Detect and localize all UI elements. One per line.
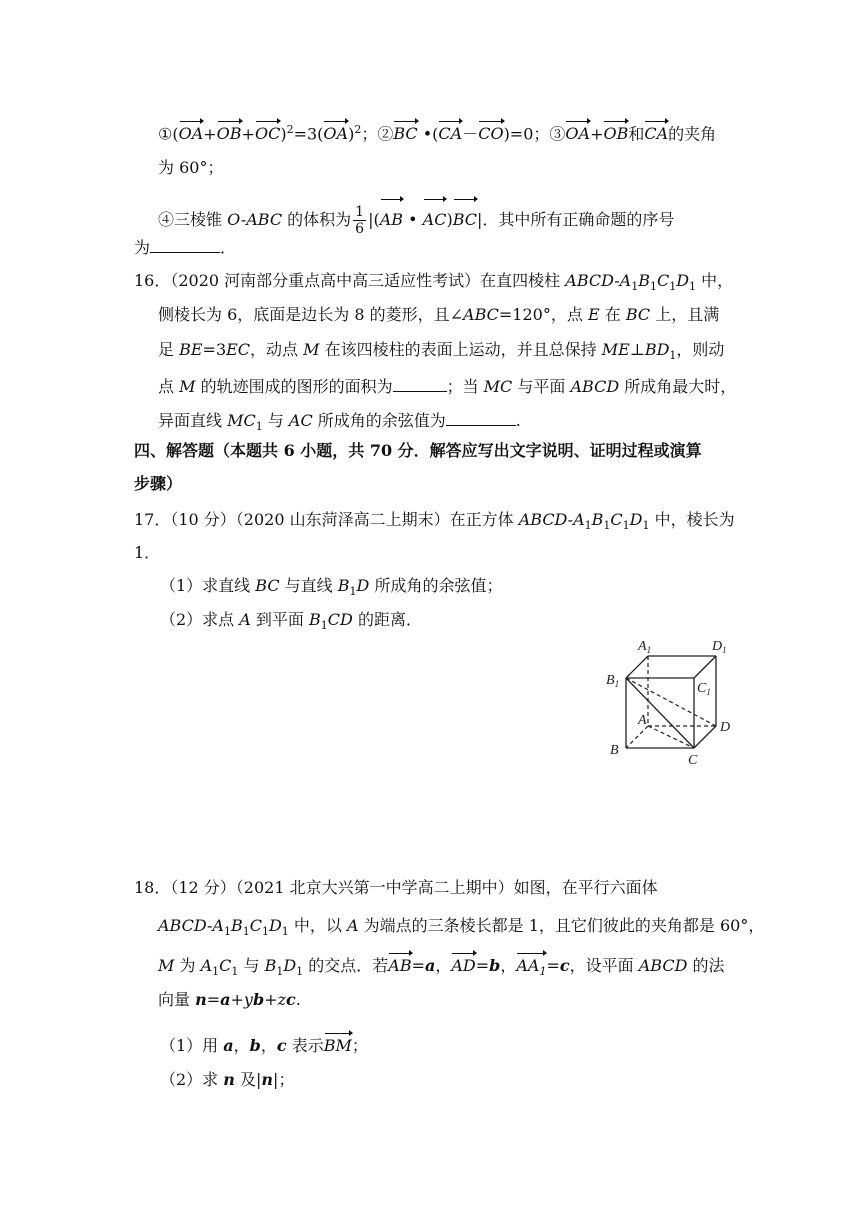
text: =: [206, 990, 221, 1009]
text: +: [264, 990, 278, 1009]
text: AA: [516, 956, 540, 975]
vector-BC: BC: [453, 196, 477, 240]
text: （1）用: [160, 1036, 224, 1055]
text: 在: [599, 305, 626, 324]
q18-part-2: [160, 1068, 294, 1092]
text: 17．（10 分）（2020 山东菏泽高二上期末）在正方体: [134, 510, 519, 529]
vector-AB: AB: [388, 950, 411, 978]
q15-line-1: [158, 118, 716, 146]
text: =: [546, 956, 560, 975]
text: 所成角的余弦值；: [369, 576, 503, 595]
subscript: 1: [631, 280, 639, 294]
cube-figure: [598, 630, 748, 770]
text: n: [223, 1070, 235, 1089]
q16-line-2: [158, 303, 719, 327]
q16-line-5: [158, 407, 521, 439]
text: 上，且满: [650, 305, 720, 324]
vector-CA: CA: [438, 118, 462, 146]
q18-part-1: [160, 1030, 368, 1058]
text: ①(: [158, 124, 179, 144]
label-D: D: [720, 720, 731, 735]
subscript: 1: [231, 965, 239, 979]
subscript: 1: [649, 280, 657, 294]
q18-line-2: [158, 914, 764, 944]
text: c: [286, 990, 296, 1009]
text: B: [638, 271, 650, 290]
edge-C-D: [694, 726, 716, 748]
text: y: [243, 990, 253, 1009]
text: ，: [260, 1036, 277, 1055]
text: •(: [417, 124, 439, 144]
text: C: [656, 271, 670, 290]
edge-A1-B1: [626, 656, 648, 678]
subscript: 1: [281, 925, 289, 939]
text: BE: [179, 340, 203, 359]
text: ，设平面: [569, 956, 639, 975]
superscript: 2: [286, 123, 294, 136]
text: ABCD: [638, 956, 688, 975]
text: b: [249, 1036, 261, 1055]
text: 的交点．若: [303, 956, 389, 975]
text: （2）求点: [160, 610, 240, 629]
text: ABCD-A: [565, 271, 632, 290]
text: D: [629, 510, 643, 529]
vector-AA1: [516, 950, 546, 984]
text: （1）求直线: [160, 576, 256, 595]
text: AC: [288, 411, 313, 430]
text: ABCD-A: [158, 916, 224, 935]
text: 的夹角: [668, 124, 717, 144]
text: ): [348, 124, 355, 144]
text: +: [590, 124, 604, 144]
text: 中，以: [288, 916, 347, 935]
text: +: [230, 990, 244, 1009]
label-D1: $D_1$: [712, 639, 727, 655]
text: 的轨迹围成的图形的面积为: [195, 377, 393, 396]
edge-D-C-diag: [648, 726, 694, 748]
text: 和: [628, 124, 645, 144]
text: C: [610, 510, 623, 529]
vector-OA: OA: [323, 118, 348, 146]
subscript: 1: [242, 925, 250, 939]
text: c: [559, 956, 570, 975]
vector-OB: OB: [603, 118, 628, 146]
text: 在该四棱柱的表面上运动，并且总保持: [319, 340, 602, 359]
text: 足: [158, 340, 180, 359]
text: ): [446, 210, 453, 229]
label-C1: $C_1$: [697, 681, 711, 697]
text: ⊥: [629, 340, 645, 359]
text: n: [195, 990, 207, 1009]
text: |(: [368, 210, 380, 229]
text: 16．（2020 河南部分重点高中高三适应性考试）在直四棱柱: [134, 271, 566, 290]
vector-CA: CA: [644, 118, 668, 146]
text: B: [309, 610, 321, 629]
text: 的距离．: [352, 610, 422, 629]
subscript: 1: [212, 965, 220, 979]
text: B: [230, 916, 243, 935]
text: D: [268, 916, 282, 935]
text: BD: [644, 340, 670, 359]
text: M: [179, 377, 196, 396]
text: （2）求: [160, 1070, 224, 1089]
text: 与直线: [279, 576, 338, 595]
text: 向量: [158, 990, 196, 1009]
text: B: [337, 576, 350, 595]
text: D: [676, 271, 690, 290]
text: 点: [158, 377, 180, 396]
text: ME: [601, 340, 630, 359]
q17-part-2: [160, 608, 422, 638]
q15-line-2: 为 60°；: [158, 158, 224, 177]
text: ，则动: [676, 340, 725, 359]
text: D: [283, 956, 297, 975]
subscript: 1: [689, 280, 697, 294]
text: ，: [233, 1036, 250, 1055]
text: n: [261, 1070, 274, 1089]
text: |；: [273, 1070, 295, 1089]
text: O-ABC: [227, 210, 283, 229]
answer-blank[interactable]: [393, 373, 447, 392]
text: a: [424, 956, 436, 975]
section-heading-cont: 步骤）: [134, 474, 183, 493]
edge-A-B: [626, 726, 648, 748]
text: ，: [500, 956, 517, 975]
text: ): [280, 124, 287, 144]
text: ABCD: [570, 377, 620, 396]
q18-line-1: 18．（12 分）（2021 北京大兴第一中学高二上期中）如图，在平行六面体: [134, 878, 658, 897]
text: B: [264, 956, 277, 975]
text: =: [475, 956, 490, 975]
text: －: [462, 124, 479, 144]
subscript: 1: [584, 519, 592, 533]
q15-line-4: [134, 234, 236, 260]
section-heading: 四、解答题（本题共 6 小题，共 70 分．解答应写出文字说明、证明过程或演算: [134, 441, 702, 460]
vector-BC: BC: [393, 118, 417, 146]
q17-line-2: 1．: [134, 543, 161, 562]
text: 中，棱长为: [649, 510, 735, 529]
vector-CO: CO: [478, 118, 503, 146]
fraction-numerator: 1: [355, 204, 365, 220]
subscript: 1: [669, 280, 677, 294]
subscript: 1: [349, 585, 357, 599]
q17-part-1: [160, 574, 502, 604]
text: ④三棱锥: [158, 210, 228, 229]
text: 所成角最大时，: [619, 377, 737, 396]
text: E: [587, 305, 600, 324]
text: ，: [435, 956, 452, 975]
text: 与: [262, 411, 289, 430]
text: a: [220, 990, 231, 1009]
text: 为: [134, 238, 151, 257]
subscript: 1: [642, 519, 650, 533]
vector-OA: OA: [179, 118, 204, 146]
text: BC: [625, 305, 651, 324]
text: c: [276, 1036, 287, 1055]
subscript: 1: [669, 349, 677, 363]
label-B1: $B_1$: [606, 673, 620, 689]
text: a: [223, 1036, 234, 1055]
text: BC: [255, 576, 280, 595]
text: =3: [202, 340, 227, 359]
text: 的法: [687, 956, 725, 975]
subscript: 1: [261, 925, 269, 939]
vector-OA: OA: [565, 118, 590, 146]
subscript: 1: [622, 519, 630, 533]
superscript: 2: [354, 123, 362, 136]
text: ，动点: [250, 340, 304, 359]
text: EC: [226, 340, 251, 359]
text: +: [203, 124, 217, 144]
vector-OB: OB: [217, 118, 242, 146]
text: 为: [174, 956, 201, 975]
q16-line-4: [158, 373, 736, 399]
text: M: [303, 340, 320, 359]
q16-line-1: [134, 269, 733, 299]
text: b: [489, 956, 501, 975]
text: 所成角的余弦值为: [312, 411, 446, 430]
text: b: [252, 990, 265, 1009]
text: ．: [220, 238, 237, 257]
subscript: 1: [296, 965, 304, 979]
subscript: 1: [539, 965, 547, 979]
text: MC: [483, 377, 513, 396]
answer-blank[interactable]: [446, 407, 516, 426]
text: )=0；③: [503, 124, 566, 144]
vector-AC: AC: [423, 196, 447, 240]
vector-OC: OC: [255, 118, 280, 146]
text: 侧棱长为 6，底面是边长为 8 的菱形，且∠: [158, 305, 464, 324]
text: =3(: [293, 124, 324, 144]
text: B: [591, 510, 604, 529]
text: C: [249, 916, 262, 935]
text: 为端点的三条棱长都是 1，且它们彼此的夹角都是 60°，: [358, 916, 765, 935]
text: CD: [327, 610, 353, 629]
q18-line-4: [158, 988, 301, 1012]
label-C: C: [688, 753, 698, 768]
text: A: [239, 610, 251, 629]
text: MC: [227, 411, 256, 430]
text: 表示: [286, 1036, 324, 1055]
text: C: [219, 956, 232, 975]
text: 到平面: [250, 610, 310, 629]
text: 异面直线: [158, 411, 228, 430]
text: 的体积为: [282, 210, 352, 229]
subscript: 1: [603, 519, 611, 533]
text: •: [403, 210, 423, 229]
answer-blank[interactable]: [150, 234, 220, 253]
text: ABC: [463, 305, 499, 324]
text: .: [515, 411, 521, 430]
fraction-denominator: 6: [355, 221, 365, 237]
q16-line-3: [158, 338, 724, 368]
label-A: A: [638, 713, 647, 728]
text: z: [277, 990, 286, 1009]
subscript: 1: [320, 619, 328, 633]
q17-line-1: [134, 508, 735, 538]
q18-line-3: [158, 950, 725, 984]
label-A1: $A_1$: [638, 639, 652, 655]
text: 中，: [696, 271, 734, 290]
text: A: [200, 956, 213, 975]
subscript: 1: [276, 965, 284, 979]
vector-AD: AD: [451, 950, 475, 978]
text: ；当: [446, 377, 484, 396]
edge-D1-C1: [694, 656, 716, 678]
vector-AB: AB: [380, 196, 403, 240]
text: 与平面: [512, 377, 571, 396]
fraction: [353, 204, 366, 237]
text: ；②: [361, 124, 394, 144]
subscript: 1: [223, 925, 231, 939]
subscript: 1: [255, 420, 263, 434]
text: A: [346, 916, 359, 935]
text: =120°，点: [498, 305, 588, 324]
text: =: [411, 956, 425, 975]
text: ；: [351, 1036, 368, 1055]
vector-BM: BM: [324, 1030, 352, 1058]
text: M: [158, 956, 175, 975]
text: +: [241, 124, 255, 144]
text: 及|: [234, 1070, 262, 1089]
text: 与: [238, 956, 265, 975]
text: |．其中所有正确命题的序号: [476, 210, 675, 229]
text: ABCD-A: [518, 510, 585, 529]
text: D: [356, 576, 370, 595]
text: .: [295, 990, 301, 1009]
label-B: B: [610, 743, 619, 758]
